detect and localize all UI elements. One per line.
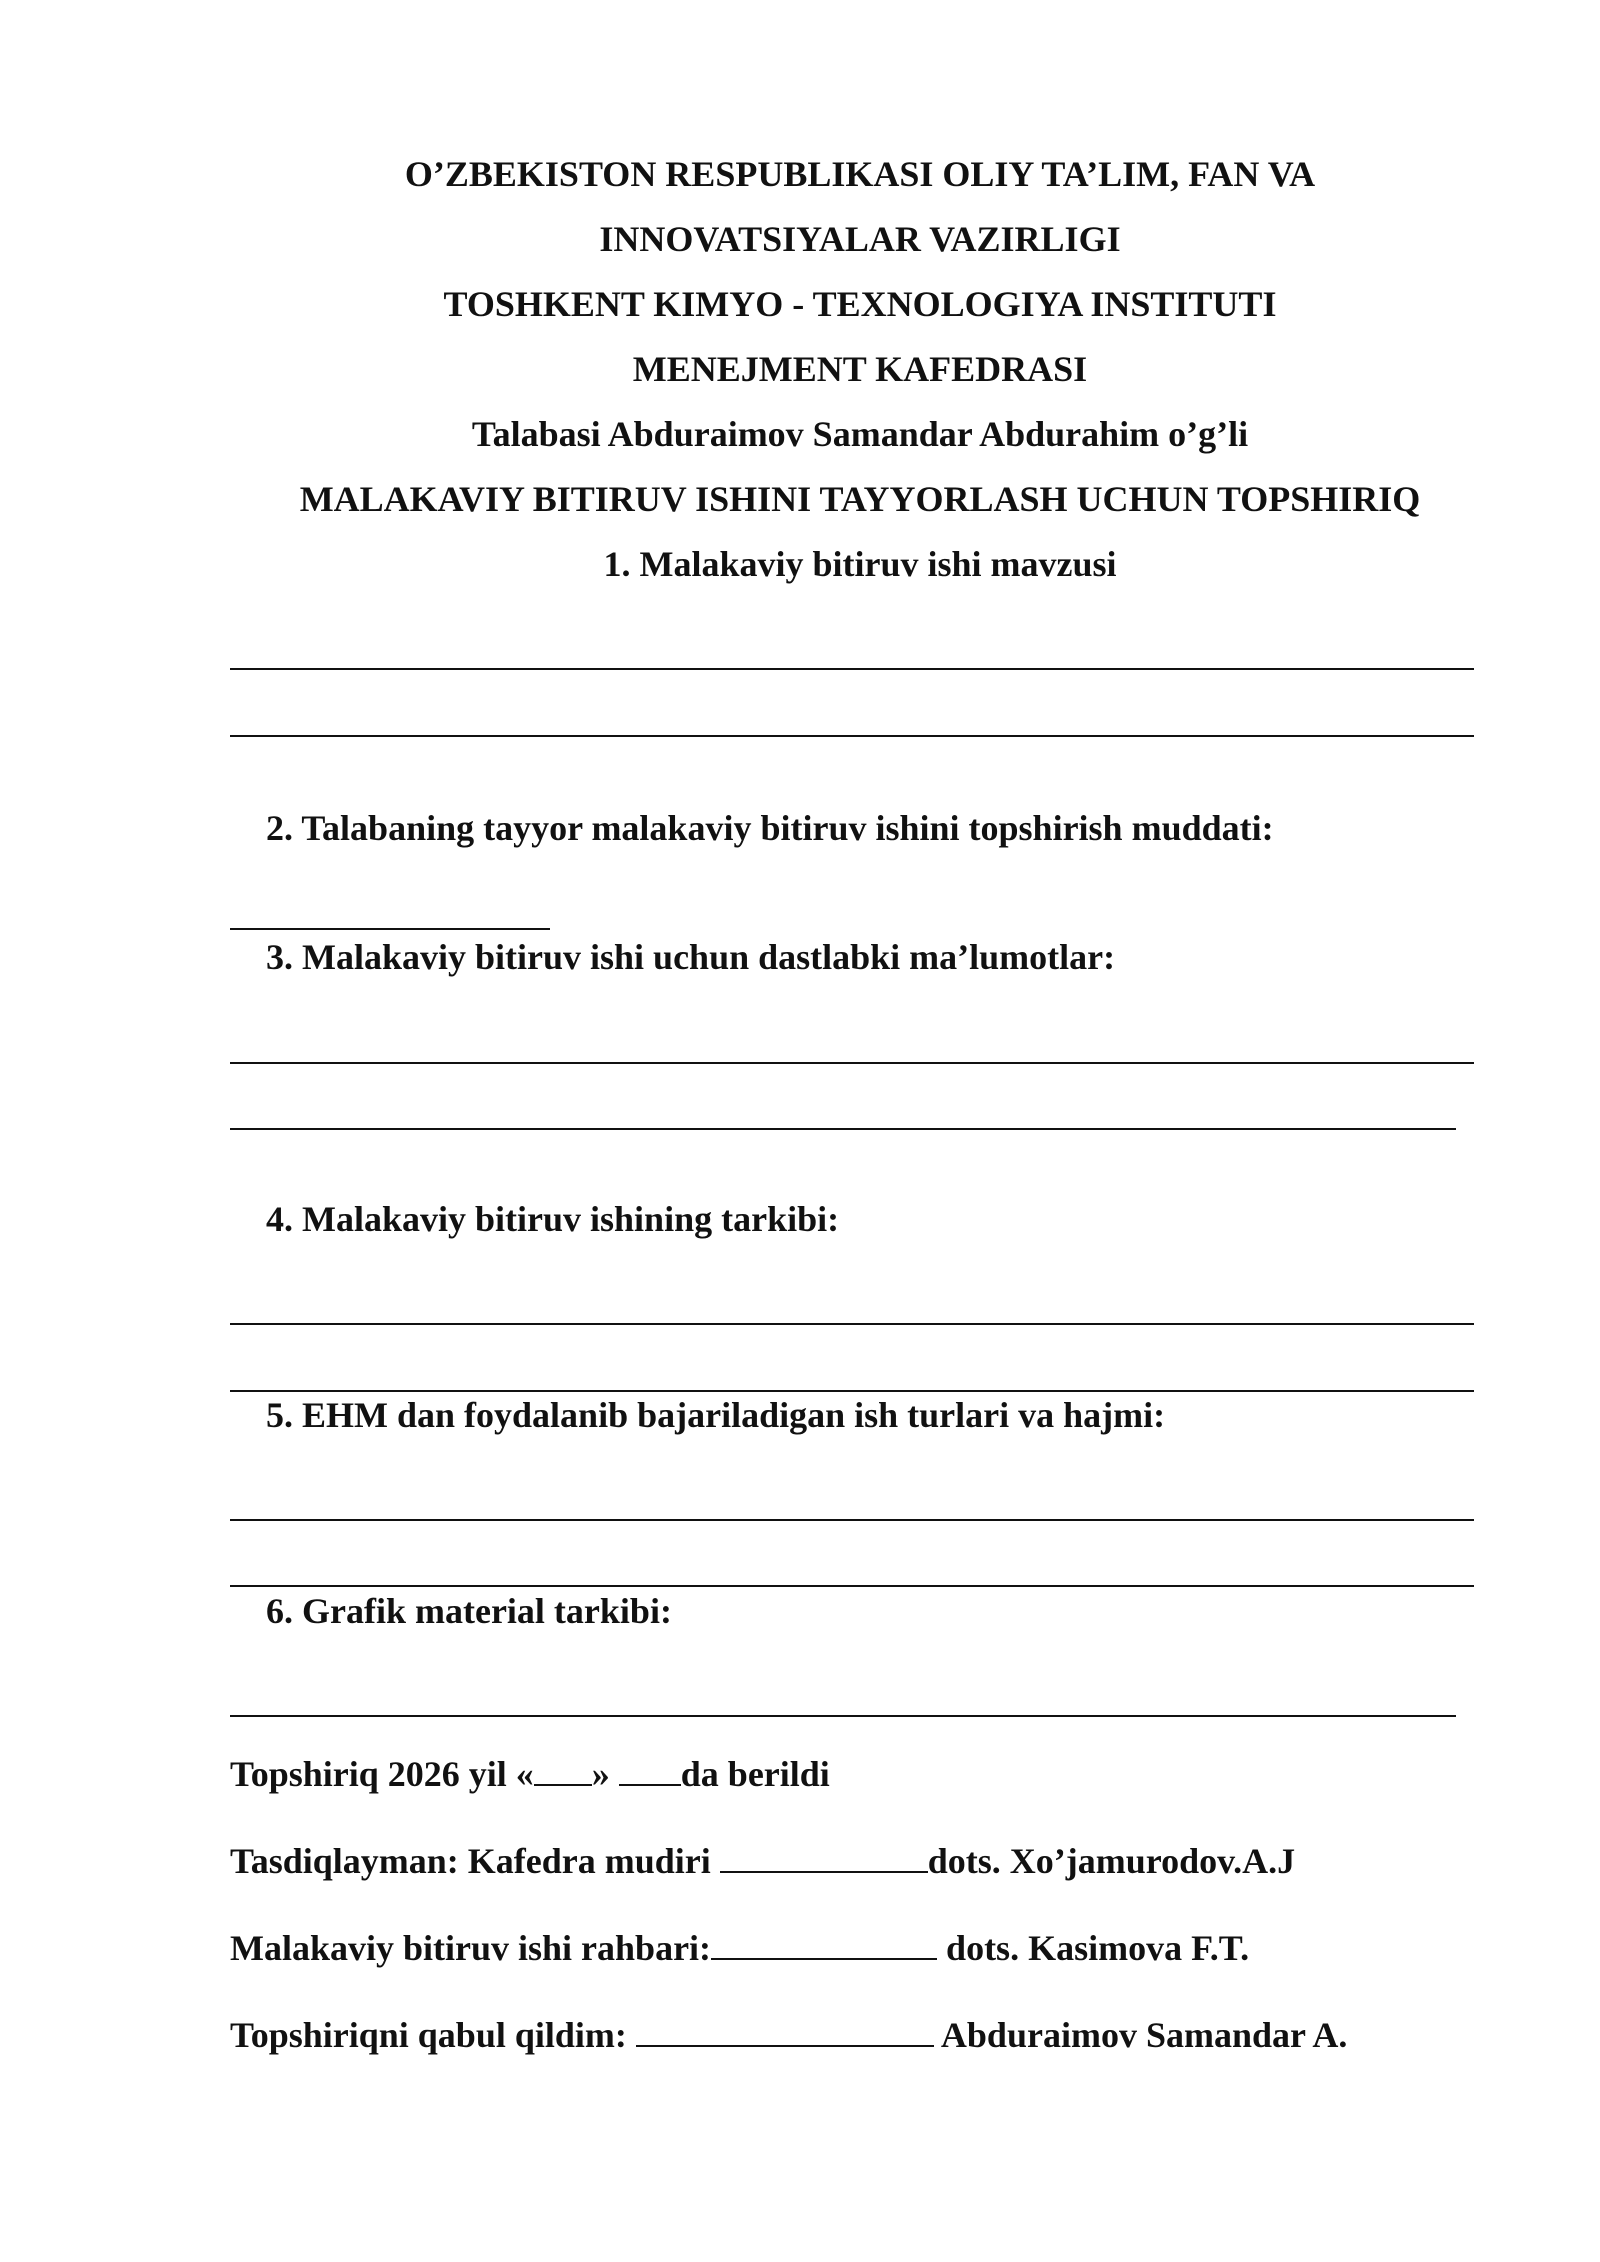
document-title: MALAKAVIY BITIRUV ISHINI TAYYORLASH UCHUN TOPSHIRIQ: [299, 479, 1421, 519]
section-1-heading: 1. Malakaviy bitiruv ishi mavzusi: [603, 544, 1117, 584]
issued-suffix: da berildi: [680, 1754, 830, 1794]
issued-day-blank[interactable]: [534, 1754, 592, 1786]
section-4-blank-line-1[interactable]: [230, 1323, 1474, 1325]
department-name: MENEJMENT KAFEDRASI: [632, 349, 1088, 389]
section-6-heading: 6. Grafik material tarkibi:: [266, 1591, 672, 1631]
section-5-blank-line-2[interactable]: [230, 1585, 1474, 1587]
section-2-blank-line[interactable]: [230, 928, 550, 930]
issued-month-blank[interactable]: [619, 1754, 681, 1786]
issued-prefix: Topshiriq 2026 yil «: [230, 1754, 534, 1794]
ministry-line-2: INNOVATSIYALAR VAZIRLIGI: [599, 219, 1121, 259]
section-5-blank-line-1[interactable]: [230, 1519, 1474, 1521]
section-3-blank-line-1[interactable]: [230, 1062, 1474, 1064]
section-2-heading: 2. Talabaning tayyor malakaviy bitiruv ishini topshirish muddati:: [266, 808, 1274, 848]
supervisor-name: dots. Kasimova F.T.: [946, 1928, 1250, 1968]
ministry-line-1: O’ZBEKISTON RESPUBLIKASI OLIY TA’LIM, FAN VA: [404, 154, 1316, 194]
section-6-blank-line[interactable]: [230, 1715, 1456, 1717]
supervisor-line: [230, 1926, 1249, 1970]
section-4-blank-line-2[interactable]: [230, 1390, 1474, 1392]
student-signature-blank[interactable]: [636, 2015, 934, 2047]
accepted-line: [230, 2013, 1347, 2057]
section-3-blank-line-2[interactable]: [230, 1128, 1456, 1130]
approval-line: [230, 1839, 1295, 1883]
section-3-heading: 3. Malakaviy bitiruv ishi uchun dastlabki ma’lumotlar:: [266, 937, 1116, 977]
head-of-department-name: dots. Xo’jamurodov.A.J: [927, 1841, 1296, 1881]
section-4-heading: 4. Malakaviy bitiruv ishining tarkibi:: [266, 1199, 840, 1239]
head-of-department-signature-blank[interactable]: [720, 1841, 928, 1873]
student-name-line: Talabasi Abduraimov Samandar Abdurahim o’g’li: [471, 414, 1249, 454]
accepted-label: Topshiriqni qabul qildim:: [230, 2015, 627, 2055]
section-1-blank-line-2[interactable]: [230, 735, 1474, 737]
supervisor-signature-blank[interactable]: [711, 1928, 937, 1960]
approval-label: Tasdiqlayman: Kafedra mudiri: [230, 1841, 711, 1881]
institute-name: TOSHKENT KIMYO - TEXNOLOGIYA INSTITUTI: [443, 284, 1277, 324]
supervisor-label: Malakaviy bitiruv ishi rahbari:: [230, 1928, 712, 1968]
issued-date-line: [230, 1752, 830, 1796]
issued-mid: »: [591, 1754, 610, 1794]
accepted-student-name: Abduraimov Samandar A.: [940, 2015, 1348, 2055]
section-5-heading: 5. EHM dan foydalanib bajariladigan ish turlari va hajmi:: [266, 1395, 1166, 1435]
section-1-blank-line-1[interactable]: [230, 668, 1474, 670]
